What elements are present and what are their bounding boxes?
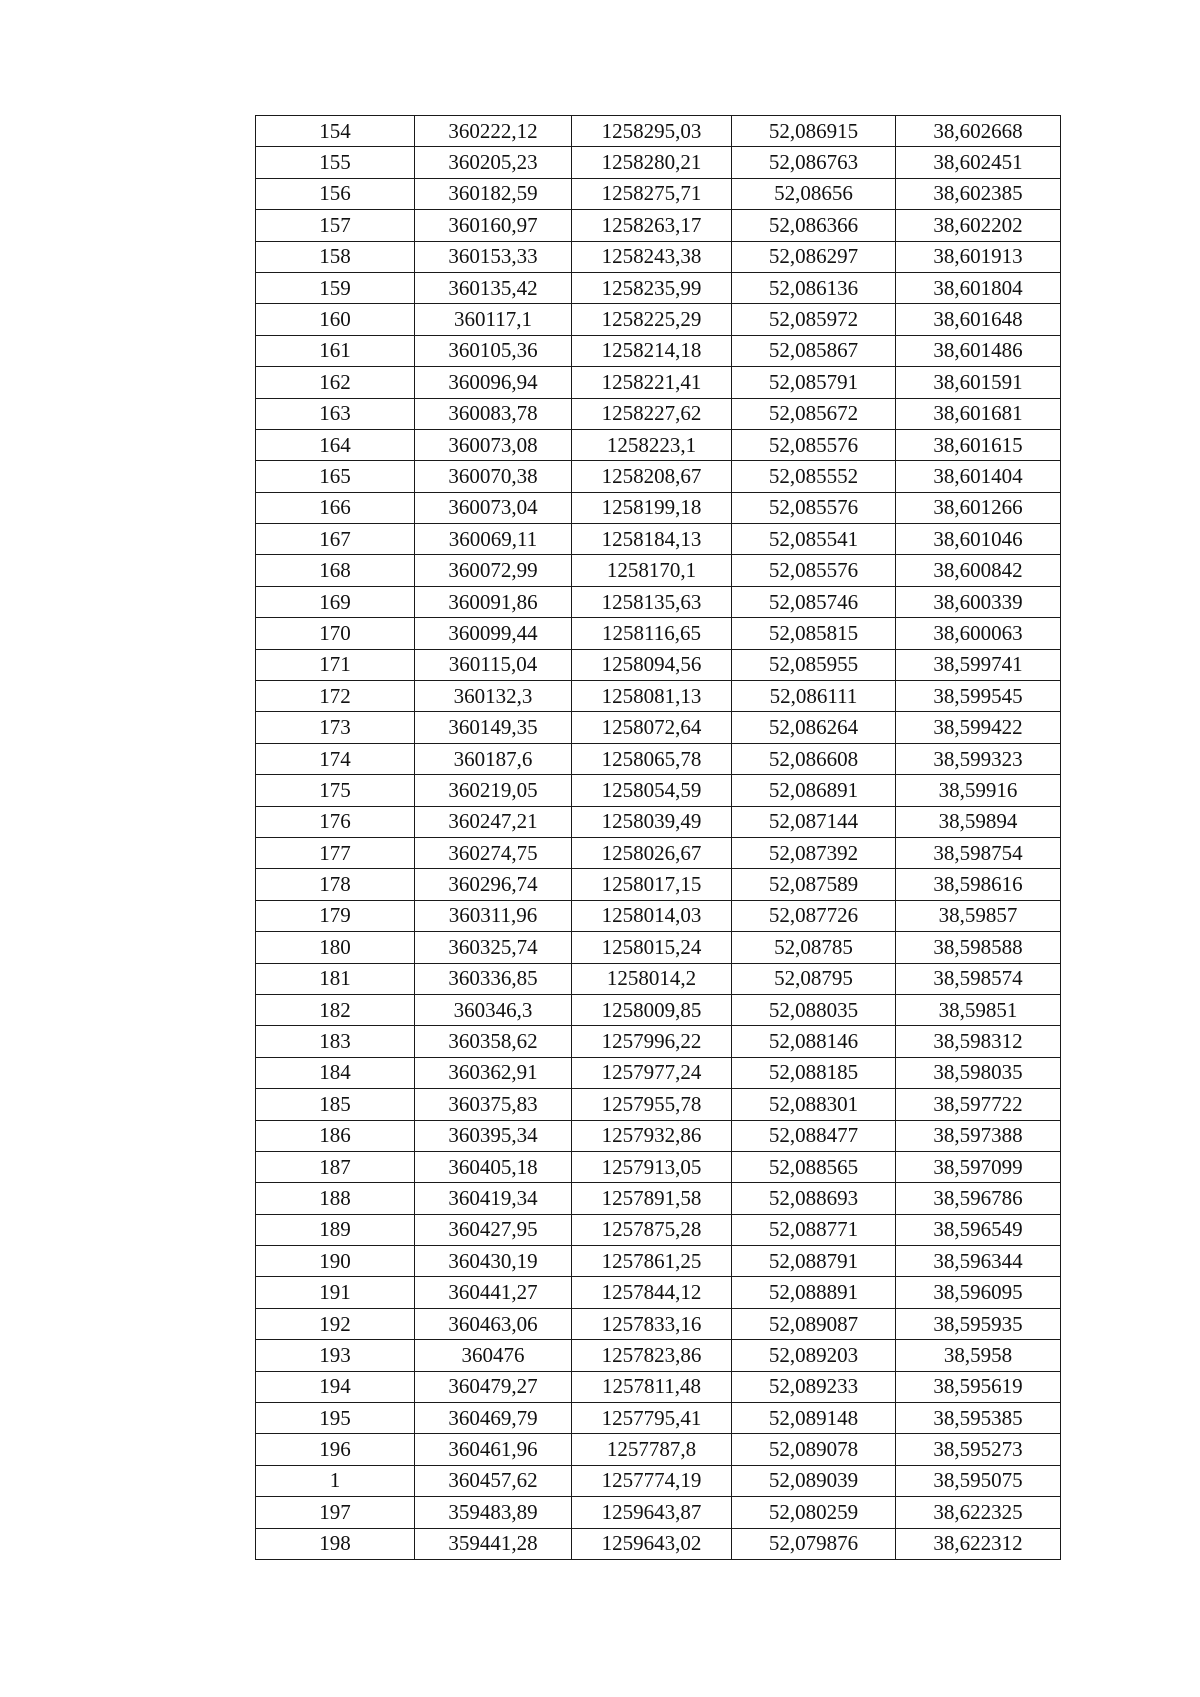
- latitude-cell: 52,089203: [732, 1340, 896, 1371]
- x-coordinate-cell: 360187,6: [415, 743, 572, 774]
- latitude-cell: 52,086297: [732, 241, 896, 272]
- point-number-cell: 167: [256, 524, 415, 555]
- y-coordinate-cell: 1257932,86: [572, 1120, 732, 1151]
- table-row: [256, 1246, 1061, 1277]
- table-row: [256, 210, 1061, 241]
- y-coordinate-cell: 1258135,63: [572, 586, 732, 617]
- point-number-cell: 160: [256, 304, 415, 335]
- point-number-cell: 175: [256, 775, 415, 806]
- longitude-cell: 38,598035: [896, 1057, 1061, 1088]
- y-coordinate-cell: 1257823,86: [572, 1340, 732, 1371]
- table-row: [256, 1434, 1061, 1465]
- point-number-cell: 189: [256, 1214, 415, 1245]
- point-number-cell: 176: [256, 806, 415, 837]
- latitude-cell: 52,085541: [732, 524, 896, 555]
- table-row: [256, 272, 1061, 303]
- table-row: [256, 1340, 1061, 1371]
- longitude-cell: 38,596786: [896, 1183, 1061, 1214]
- latitude-cell: 52,087589: [732, 869, 896, 900]
- longitude-cell: 38,595619: [896, 1371, 1061, 1402]
- y-coordinate-cell: 1258081,13: [572, 681, 732, 712]
- table-row: [256, 1120, 1061, 1151]
- y-coordinate-cell: 1258280,21: [572, 147, 732, 178]
- coordinates-table-body: [256, 116, 1061, 1560]
- point-number-cell: 188: [256, 1183, 415, 1214]
- y-coordinate-cell: 1258026,67: [572, 837, 732, 868]
- x-coordinate-cell: 360115,04: [415, 649, 572, 680]
- longitude-cell: 38,595273: [896, 1434, 1061, 1465]
- longitude-cell: 38,601266: [896, 492, 1061, 523]
- x-coordinate-cell: 360105,36: [415, 335, 572, 366]
- latitude-cell: 52,089039: [732, 1465, 896, 1496]
- latitude-cell: 52,087144: [732, 806, 896, 837]
- x-coordinate-cell: 360325,74: [415, 932, 572, 963]
- table-row: [256, 178, 1061, 209]
- point-number-cell: 162: [256, 367, 415, 398]
- x-coordinate-cell: 360311,96: [415, 900, 572, 931]
- y-coordinate-cell: 1258227,62: [572, 398, 732, 429]
- longitude-cell: 38,598616: [896, 869, 1061, 900]
- y-coordinate-cell: 1258116,65: [572, 618, 732, 649]
- point-number-cell: 157: [256, 210, 415, 241]
- table-row: [256, 775, 1061, 806]
- longitude-cell: 38,601913: [896, 241, 1061, 272]
- table-row: [256, 712, 1061, 743]
- x-coordinate-cell: 360073,04: [415, 492, 572, 523]
- x-coordinate-cell: 360182,59: [415, 178, 572, 209]
- longitude-cell: 38,595935: [896, 1308, 1061, 1339]
- longitude-cell: 38,600063: [896, 618, 1061, 649]
- point-number-cell: 177: [256, 837, 415, 868]
- y-coordinate-cell: 1259643,87: [572, 1497, 732, 1528]
- latitude-cell: 52,080259: [732, 1497, 896, 1528]
- longitude-cell: 38,59857: [896, 900, 1061, 931]
- y-coordinate-cell: 1258214,18: [572, 335, 732, 366]
- y-coordinate-cell: 1257913,05: [572, 1151, 732, 1182]
- table-row: [256, 1214, 1061, 1245]
- table-row: [256, 1371, 1061, 1402]
- latitude-cell: 52,088477: [732, 1120, 896, 1151]
- point-number-cell: 191: [256, 1277, 415, 1308]
- point-number-cell: 164: [256, 429, 415, 460]
- point-number-cell: 178: [256, 869, 415, 900]
- point-number-cell: 163: [256, 398, 415, 429]
- latitude-cell: 52,089078: [732, 1434, 896, 1465]
- table-row: [256, 963, 1061, 994]
- table-row: [256, 681, 1061, 712]
- latitude-cell: 52,085791: [732, 367, 896, 398]
- x-coordinate-cell: 360296,74: [415, 869, 572, 900]
- table-row: [256, 555, 1061, 586]
- y-coordinate-cell: 1257875,28: [572, 1214, 732, 1245]
- latitude-cell: 52,085955: [732, 649, 896, 680]
- point-number-cell: 165: [256, 461, 415, 492]
- y-coordinate-cell: 1258017,15: [572, 869, 732, 900]
- y-coordinate-cell: 1257977,24: [572, 1057, 732, 1088]
- table-row: [256, 461, 1061, 492]
- y-coordinate-cell: 1257833,16: [572, 1308, 732, 1339]
- x-coordinate-cell: 360457,62: [415, 1465, 572, 1496]
- x-coordinate-cell: 360427,95: [415, 1214, 572, 1245]
- table-row: [256, 932, 1061, 963]
- x-coordinate-cell: 360405,18: [415, 1151, 572, 1182]
- latitude-cell: 52,08785: [732, 932, 896, 963]
- latitude-cell: 52,085867: [732, 335, 896, 366]
- latitude-cell: 52,085576: [732, 555, 896, 586]
- longitude-cell: 38,59894: [896, 806, 1061, 837]
- longitude-cell: 38,601046: [896, 524, 1061, 555]
- point-number-cell: 184: [256, 1057, 415, 1088]
- longitude-cell: 38,601648: [896, 304, 1061, 335]
- x-coordinate-cell: 359483,89: [415, 1497, 572, 1528]
- point-number-cell: 170: [256, 618, 415, 649]
- longitude-cell: 38,597388: [896, 1120, 1061, 1151]
- longitude-cell: 38,601681: [896, 398, 1061, 429]
- x-coordinate-cell: 360149,35: [415, 712, 572, 743]
- latitude-cell: 52,088891: [732, 1277, 896, 1308]
- latitude-cell: 52,085972: [732, 304, 896, 335]
- latitude-cell: 52,08656: [732, 178, 896, 209]
- y-coordinate-cell: 1258295,03: [572, 116, 732, 147]
- table-row: [256, 1089, 1061, 1120]
- longitude-cell: 38,596344: [896, 1246, 1061, 1277]
- y-coordinate-cell: 1257861,25: [572, 1246, 732, 1277]
- latitude-cell: 52,089087: [732, 1308, 896, 1339]
- y-coordinate-cell: 1258170,1: [572, 555, 732, 586]
- point-number-cell: 1: [256, 1465, 415, 1496]
- x-coordinate-cell: 360274,75: [415, 837, 572, 868]
- longitude-cell: 38,595385: [896, 1403, 1061, 1434]
- table-row: [256, 524, 1061, 555]
- table-row: [256, 1057, 1061, 1088]
- longitude-cell: 38,597722: [896, 1089, 1061, 1120]
- latitude-cell: 52,089148: [732, 1403, 896, 1434]
- table-row: [256, 304, 1061, 335]
- x-coordinate-cell: 360099,44: [415, 618, 572, 649]
- x-coordinate-cell: 360091,86: [415, 586, 572, 617]
- table-row: [256, 335, 1061, 366]
- table-row: [256, 837, 1061, 868]
- x-coordinate-cell: 360419,34: [415, 1183, 572, 1214]
- y-coordinate-cell: 1257891,58: [572, 1183, 732, 1214]
- table-row: [256, 1465, 1061, 1496]
- table-row: [256, 586, 1061, 617]
- longitude-cell: 38,600842: [896, 555, 1061, 586]
- y-coordinate-cell: 1258223,1: [572, 429, 732, 460]
- latitude-cell: 52,088565: [732, 1151, 896, 1182]
- longitude-cell: 38,599545: [896, 681, 1061, 712]
- x-coordinate-cell: 360222,12: [415, 116, 572, 147]
- table-row: [256, 398, 1061, 429]
- point-number-cell: 172: [256, 681, 415, 712]
- table-row: [256, 743, 1061, 774]
- longitude-cell: 38,601486: [896, 335, 1061, 366]
- latitude-cell: 52,088185: [732, 1057, 896, 1088]
- point-number-cell: 174: [256, 743, 415, 774]
- longitude-cell: 38,598574: [896, 963, 1061, 994]
- y-coordinate-cell: 1257787,8: [572, 1434, 732, 1465]
- latitude-cell: 52,086763: [732, 147, 896, 178]
- point-number-cell: 198: [256, 1528, 415, 1559]
- point-number-cell: 192: [256, 1308, 415, 1339]
- point-number-cell: 187: [256, 1151, 415, 1182]
- y-coordinate-cell: 1258009,85: [572, 994, 732, 1025]
- longitude-cell: 38,598754: [896, 837, 1061, 868]
- latitude-cell: 52,085576: [732, 492, 896, 523]
- x-coordinate-cell: 360476: [415, 1340, 572, 1371]
- latitude-cell: 52,086136: [732, 272, 896, 303]
- table-row: [256, 618, 1061, 649]
- point-number-cell: 183: [256, 1026, 415, 1057]
- y-coordinate-cell: 1259643,02: [572, 1528, 732, 1559]
- point-number-cell: 179: [256, 900, 415, 931]
- table-row: [256, 367, 1061, 398]
- longitude-cell: 38,595075: [896, 1465, 1061, 1496]
- x-coordinate-cell: 360395,34: [415, 1120, 572, 1151]
- table-row: [256, 1528, 1061, 1559]
- table-row: [256, 806, 1061, 837]
- x-coordinate-cell: 360083,78: [415, 398, 572, 429]
- coordinates-table: [255, 115, 1061, 1560]
- latitude-cell: 52,086111: [732, 681, 896, 712]
- table-row: [256, 492, 1061, 523]
- point-number-cell: 166: [256, 492, 415, 523]
- latitude-cell: 52,085815: [732, 618, 896, 649]
- longitude-cell: 38,602202: [896, 210, 1061, 241]
- y-coordinate-cell: 1258199,18: [572, 492, 732, 523]
- point-number-cell: 195: [256, 1403, 415, 1434]
- point-number-cell: 161: [256, 335, 415, 366]
- y-coordinate-cell: 1258275,71: [572, 178, 732, 209]
- x-coordinate-cell: 360463,06: [415, 1308, 572, 1339]
- x-coordinate-cell: 360461,96: [415, 1434, 572, 1465]
- latitude-cell: 52,085576: [732, 429, 896, 460]
- point-number-cell: 197: [256, 1497, 415, 1528]
- longitude-cell: 38,622325: [896, 1497, 1061, 1528]
- longitude-cell: 38,596095: [896, 1277, 1061, 1308]
- longitude-cell: 38,598312: [896, 1026, 1061, 1057]
- table-row: [256, 1151, 1061, 1182]
- latitude-cell: 52,088771: [732, 1214, 896, 1245]
- table-row: [256, 994, 1061, 1025]
- table-row: [256, 147, 1061, 178]
- latitude-cell: 52,088035: [732, 994, 896, 1025]
- y-coordinate-cell: 1257955,78: [572, 1089, 732, 1120]
- y-coordinate-cell: 1258014,2: [572, 963, 732, 994]
- latitude-cell: 52,088791: [732, 1246, 896, 1277]
- y-coordinate-cell: 1257844,12: [572, 1277, 732, 1308]
- x-coordinate-cell: 360096,94: [415, 367, 572, 398]
- table-row: [256, 1277, 1061, 1308]
- table-row: [256, 1403, 1061, 1434]
- latitude-cell: 52,087726: [732, 900, 896, 931]
- x-coordinate-cell: 360073,08: [415, 429, 572, 460]
- point-number-cell: 196: [256, 1434, 415, 1465]
- y-coordinate-cell: 1257811,48: [572, 1371, 732, 1402]
- longitude-cell: 38,601804: [896, 272, 1061, 303]
- table-row: [256, 900, 1061, 931]
- latitude-cell: 52,086264: [732, 712, 896, 743]
- point-number-cell: 194: [256, 1371, 415, 1402]
- point-number-cell: 193: [256, 1340, 415, 1371]
- point-number-cell: 182: [256, 994, 415, 1025]
- point-number-cell: 159: [256, 272, 415, 303]
- y-coordinate-cell: 1257774,19: [572, 1465, 732, 1496]
- longitude-cell: 38,601615: [896, 429, 1061, 460]
- y-coordinate-cell: 1258243,38: [572, 241, 732, 272]
- table-row: [256, 1183, 1061, 1214]
- y-coordinate-cell: 1258184,13: [572, 524, 732, 555]
- y-coordinate-cell: 1258225,29: [572, 304, 732, 335]
- longitude-cell: 38,602385: [896, 178, 1061, 209]
- y-coordinate-cell: 1258221,41: [572, 367, 732, 398]
- longitude-cell: 38,599323: [896, 743, 1061, 774]
- longitude-cell: 38,599741: [896, 649, 1061, 680]
- x-coordinate-cell: 360160,97: [415, 210, 572, 241]
- y-coordinate-cell: 1258065,78: [572, 743, 732, 774]
- y-coordinate-cell: 1258263,17: [572, 210, 732, 241]
- point-number-cell: 186: [256, 1120, 415, 1151]
- longitude-cell: 38,5958: [896, 1340, 1061, 1371]
- y-coordinate-cell: 1258039,49: [572, 806, 732, 837]
- latitude-cell: 52,089233: [732, 1371, 896, 1402]
- x-coordinate-cell: 360205,23: [415, 147, 572, 178]
- latitude-cell: 52,086891: [732, 775, 896, 806]
- point-number-cell: 168: [256, 555, 415, 586]
- point-number-cell: 185: [256, 1089, 415, 1120]
- table-row: [256, 241, 1061, 272]
- longitude-cell: 38,596549: [896, 1214, 1061, 1245]
- y-coordinate-cell: 1257996,22: [572, 1026, 732, 1057]
- latitude-cell: 52,079876: [732, 1528, 896, 1559]
- point-number-cell: 171: [256, 649, 415, 680]
- latitude-cell: 52,087392: [732, 837, 896, 868]
- longitude-cell: 38,602668: [896, 116, 1061, 147]
- table-row: [256, 1026, 1061, 1057]
- latitude-cell: 52,086915: [732, 116, 896, 147]
- latitude-cell: 52,088301: [732, 1089, 896, 1120]
- longitude-cell: 38,599422: [896, 712, 1061, 743]
- x-coordinate-cell: 360132,3: [415, 681, 572, 712]
- latitude-cell: 52,088693: [732, 1183, 896, 1214]
- longitude-cell: 38,622312: [896, 1528, 1061, 1559]
- x-coordinate-cell: 360346,3: [415, 994, 572, 1025]
- latitude-cell: 52,085672: [732, 398, 896, 429]
- y-coordinate-cell: 1258054,59: [572, 775, 732, 806]
- point-number-cell: 155: [256, 147, 415, 178]
- table-row: [256, 1308, 1061, 1339]
- point-number-cell: 156: [256, 178, 415, 209]
- longitude-cell: 38,601404: [896, 461, 1061, 492]
- table-row: [256, 869, 1061, 900]
- table-row: [256, 429, 1061, 460]
- y-coordinate-cell: 1258094,56: [572, 649, 732, 680]
- x-coordinate-cell: 360336,85: [415, 963, 572, 994]
- x-coordinate-cell: 360441,27: [415, 1277, 572, 1308]
- y-coordinate-cell: 1258014,03: [572, 900, 732, 931]
- x-coordinate-cell: 360469,79: [415, 1403, 572, 1434]
- y-coordinate-cell: 1257795,41: [572, 1403, 732, 1434]
- latitude-cell: 52,086366: [732, 210, 896, 241]
- point-number-cell: 180: [256, 932, 415, 963]
- longitude-cell: 38,602451: [896, 147, 1061, 178]
- x-coordinate-cell: 360358,62: [415, 1026, 572, 1057]
- table-row: [256, 1497, 1061, 1528]
- y-coordinate-cell: 1258072,64: [572, 712, 732, 743]
- table-row: [256, 116, 1061, 147]
- latitude-cell: 52,085746: [732, 586, 896, 617]
- x-coordinate-cell: 359441,28: [415, 1528, 572, 1559]
- x-coordinate-cell: 360153,33: [415, 241, 572, 272]
- x-coordinate-cell: 360135,42: [415, 272, 572, 303]
- point-number-cell: 181: [256, 963, 415, 994]
- x-coordinate-cell: 360247,21: [415, 806, 572, 837]
- longitude-cell: 38,59851: [896, 994, 1061, 1025]
- longitude-cell: 38,601591: [896, 367, 1061, 398]
- y-coordinate-cell: 1258208,67: [572, 461, 732, 492]
- latitude-cell: 52,086608: [732, 743, 896, 774]
- table-row: [256, 649, 1061, 680]
- longitude-cell: 38,598588: [896, 932, 1061, 963]
- latitude-cell: 52,085552: [732, 461, 896, 492]
- x-coordinate-cell: 360072,99: [415, 555, 572, 586]
- x-coordinate-cell: 360219,05: [415, 775, 572, 806]
- point-number-cell: 154: [256, 116, 415, 147]
- point-number-cell: 173: [256, 712, 415, 743]
- latitude-cell: 52,088146: [732, 1026, 896, 1057]
- point-number-cell: 169: [256, 586, 415, 617]
- x-coordinate-cell: 360069,11: [415, 524, 572, 555]
- y-coordinate-cell: 1258015,24: [572, 932, 732, 963]
- x-coordinate-cell: 360375,83: [415, 1089, 572, 1120]
- x-coordinate-cell: 360479,27: [415, 1371, 572, 1402]
- x-coordinate-cell: 360362,91: [415, 1057, 572, 1088]
- x-coordinate-cell: 360117,1: [415, 304, 572, 335]
- y-coordinate-cell: 1258235,99: [572, 272, 732, 303]
- longitude-cell: 38,597099: [896, 1151, 1061, 1182]
- latitude-cell: 52,08795: [732, 963, 896, 994]
- point-number-cell: 158: [256, 241, 415, 272]
- longitude-cell: 38,59916: [896, 775, 1061, 806]
- x-coordinate-cell: 360070,38: [415, 461, 572, 492]
- longitude-cell: 38,600339: [896, 586, 1061, 617]
- point-number-cell: 190: [256, 1246, 415, 1277]
- x-coordinate-cell: 360430,19: [415, 1246, 572, 1277]
